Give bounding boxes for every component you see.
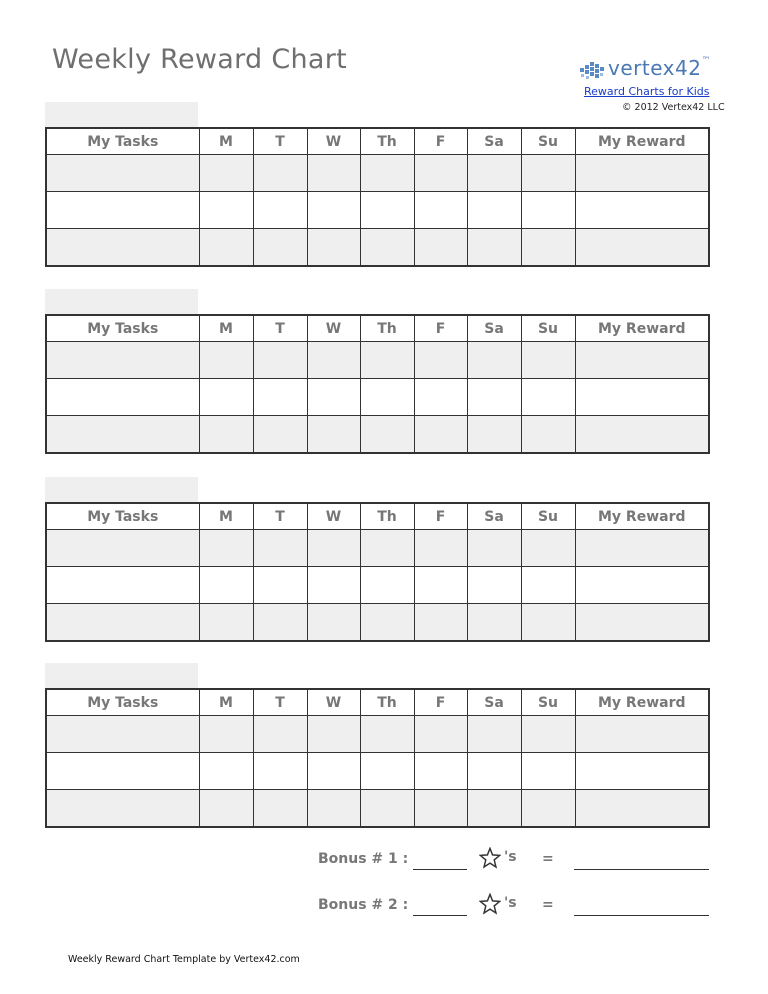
day-cell[interactable] [467, 604, 521, 642]
reward-chart-table [45, 688, 710, 828]
day-cell[interactable] [467, 530, 521, 567]
day-cell[interactable] [521, 753, 575, 790]
day-cell[interactable] [360, 229, 414, 267]
bonus-label: Bonus # 1 : [318, 851, 409, 867]
day-cell[interactable] [414, 192, 467, 229]
header-day: Su [521, 128, 575, 155]
bonus-reward-field[interactable] [574, 915, 709, 916]
day-cell[interactable] [307, 753, 360, 790]
reward-chart-table [45, 314, 710, 454]
day-cell[interactable] [199, 416, 253, 454]
header-day: Sa [467, 128, 521, 155]
reward-cell[interactable] [575, 342, 709, 379]
day-cell[interactable] [467, 753, 521, 790]
header-row [46, 128, 709, 155]
day-cell[interactable] [307, 567, 360, 604]
header-row [46, 503, 709, 530]
task-cell[interactable] [46, 155, 199, 192]
day-cell[interactable] [360, 416, 414, 454]
day-cell[interactable] [467, 716, 521, 753]
task-cell[interactable] [46, 379, 199, 416]
header-day: Su [521, 689, 575, 716]
task-cell[interactable] [46, 342, 199, 379]
header-reward: My Reward [575, 503, 709, 530]
week-label-field[interactable] [45, 102, 198, 127]
day-cell[interactable] [307, 790, 360, 828]
day-cell[interactable] [414, 790, 467, 828]
day-cell[interactable] [467, 192, 521, 229]
reward-chart-table [45, 502, 710, 642]
star-icon [479, 847, 501, 869]
day-cell[interactable] [199, 530, 253, 567]
header-day: T [253, 315, 307, 342]
reward-cell[interactable] [575, 567, 709, 604]
bonus-equals: = [542, 851, 554, 867]
day-cell[interactable] [253, 192, 307, 229]
day-cell[interactable] [199, 716, 253, 753]
header-tasks: My Tasks [46, 503, 199, 530]
day-cell[interactable] [414, 342, 467, 379]
day-cell[interactable] [467, 155, 521, 192]
day-cell[interactable] [199, 604, 253, 642]
day-cell[interactable] [199, 567, 253, 604]
day-cell[interactable] [467, 416, 521, 454]
star-icon [479, 893, 501, 915]
header-tasks: My Tasks [46, 689, 199, 716]
day-cell[interactable] [307, 155, 360, 192]
day-cell[interactable] [521, 567, 575, 604]
table-row [46, 530, 709, 567]
day-cell[interactable] [360, 192, 414, 229]
day-cell[interactable] [199, 753, 253, 790]
header-day: Su [521, 315, 575, 342]
day-cell[interactable] [307, 229, 360, 267]
day-cell[interactable] [199, 155, 253, 192]
reward-cell[interactable] [575, 416, 709, 454]
day-cell[interactable] [414, 379, 467, 416]
header-row [46, 315, 709, 342]
task-cell[interactable] [46, 416, 199, 454]
reward-cell[interactable] [575, 192, 709, 229]
day-cell[interactable] [414, 716, 467, 753]
bonus-row-2 [0, 893, 768, 923]
day-cell[interactable] [199, 790, 253, 828]
header-day: T [253, 689, 307, 716]
header-day: F [414, 689, 467, 716]
day-cell[interactable] [307, 416, 360, 454]
day-cell[interactable] [360, 567, 414, 604]
header-day: Th [360, 128, 414, 155]
day-cell[interactable] [360, 716, 414, 753]
vertex42-logo[interactable] [578, 56, 725, 116]
header-reward: My Reward [575, 128, 709, 155]
day-cell[interactable] [467, 229, 521, 267]
week-label-field[interactable] [45, 289, 198, 314]
day-cell[interactable] [253, 416, 307, 454]
reward-cell[interactable] [575, 229, 709, 267]
reward-cell[interactable] [575, 379, 709, 416]
day-cell[interactable] [307, 192, 360, 229]
task-cell[interactable] [46, 229, 199, 267]
day-cell[interactable] [467, 567, 521, 604]
task-cell[interactable] [46, 790, 199, 828]
week-label-field[interactable] [45, 663, 198, 688]
day-cell[interactable] [467, 379, 521, 416]
day-cell[interactable] [253, 716, 307, 753]
header-day: F [414, 315, 467, 342]
day-cell[interactable] [307, 530, 360, 567]
day-cell[interactable] [253, 567, 307, 604]
day-cell[interactable] [467, 342, 521, 379]
task-cell[interactable] [46, 530, 199, 567]
table-row [46, 716, 709, 753]
header-tasks: My Tasks [46, 315, 199, 342]
day-cell[interactable] [253, 753, 307, 790]
day-cell[interactable] [307, 342, 360, 379]
day-cell[interactable] [253, 155, 307, 192]
table-row [46, 753, 709, 790]
header-day: Th [360, 689, 414, 716]
bonus-star-suffix: 's [504, 849, 517, 865]
day-cell[interactable] [521, 342, 575, 379]
day-cell[interactable] [253, 604, 307, 642]
day-cell[interactable] [360, 155, 414, 192]
vertex42-logo-icon [578, 58, 606, 82]
bonus-row-1 [0, 847, 768, 877]
day-cell[interactable] [307, 379, 360, 416]
day-cell[interactable] [521, 604, 575, 642]
header-reward: My Reward [575, 689, 709, 716]
day-cell[interactable] [521, 379, 575, 416]
day-cell[interactable] [253, 342, 307, 379]
day-cell[interactable] [521, 416, 575, 454]
day-cell[interactable] [199, 192, 253, 229]
vertex42-brand: vertex42™ [608, 56, 711, 80]
table-row [46, 155, 709, 192]
day-cell[interactable] [253, 229, 307, 267]
day-cell[interactable] [360, 753, 414, 790]
day-cell[interactable] [521, 192, 575, 229]
header-tasks: My Tasks [46, 128, 199, 155]
reward-cell[interactable] [575, 753, 709, 790]
table-row [46, 192, 709, 229]
table-row [46, 567, 709, 604]
bonus-star-suffix: 's [504, 895, 517, 911]
day-cell[interactable] [414, 753, 467, 790]
header-day: W [307, 315, 360, 342]
table-row [46, 416, 709, 454]
page-title: Weekly Reward Chart [52, 44, 348, 75]
header-day: M [199, 315, 253, 342]
table-row [46, 379, 709, 416]
week-label-field[interactable] [45, 477, 198, 502]
day-cell[interactable] [414, 604, 467, 642]
day-cell[interactable] [414, 416, 467, 454]
day-cell[interactable] [360, 530, 414, 567]
day-cell[interactable] [414, 155, 467, 192]
reward-cell[interactable] [575, 530, 709, 567]
task-cell[interactable] [46, 753, 199, 790]
header-day: M [199, 689, 253, 716]
day-cell[interactable] [199, 229, 253, 267]
day-cell[interactable] [414, 530, 467, 567]
day-cell[interactable] [521, 155, 575, 192]
day-cell[interactable] [307, 716, 360, 753]
day-cell[interactable] [360, 790, 414, 828]
task-cell[interactable] [46, 604, 199, 642]
table-row [46, 229, 709, 267]
reward-cell[interactable] [575, 716, 709, 753]
table-row [46, 342, 709, 379]
header-day: M [199, 503, 253, 530]
bonus-count-field[interactable] [413, 915, 467, 916]
header-day: Sa [467, 503, 521, 530]
header-day: F [414, 128, 467, 155]
header-day: W [307, 689, 360, 716]
day-cell[interactable] [521, 530, 575, 567]
day-cell[interactable] [467, 790, 521, 828]
header-day: W [307, 128, 360, 155]
day-cell[interactable] [307, 604, 360, 642]
header-day: M [199, 128, 253, 155]
header-reward: My Reward [575, 315, 709, 342]
task-cell[interactable] [46, 716, 199, 753]
day-cell[interactable] [521, 790, 575, 828]
header-day: Th [360, 503, 414, 530]
day-cell[interactable] [360, 342, 414, 379]
task-cell[interactable] [46, 567, 199, 604]
day-cell[interactable] [253, 790, 307, 828]
footer-credit: Weekly Reward Chart Template by Vertex42.com [68, 954, 300, 965]
table-row [46, 790, 709, 828]
header-row [46, 689, 709, 716]
header-day: Th [360, 315, 414, 342]
bonus-count-field[interactable] [413, 869, 467, 870]
copyright-text: © 2012 Vertex42 LLC [622, 102, 725, 113]
header-day: Sa [467, 689, 521, 716]
bonus-equals: = [542, 897, 554, 913]
header-day: W [307, 503, 360, 530]
day-cell[interactable] [414, 229, 467, 267]
day-cell[interactable] [253, 530, 307, 567]
day-cell[interactable] [199, 342, 253, 379]
day-cell[interactable] [360, 379, 414, 416]
reward-charts-link[interactable]: Reward Charts for Kids [584, 85, 710, 98]
reward-chart-table [45, 127, 710, 267]
header-day: Sa [467, 315, 521, 342]
reward-cell[interactable] [575, 604, 709, 642]
day-cell[interactable] [414, 567, 467, 604]
day-cell[interactable] [253, 379, 307, 416]
bonus-reward-field[interactable] [574, 869, 709, 870]
header-day: F [414, 503, 467, 530]
day-cell[interactable] [199, 379, 253, 416]
table-row [46, 604, 709, 642]
day-cell[interactable] [521, 229, 575, 267]
header-day: T [253, 128, 307, 155]
reward-cell[interactable] [575, 790, 709, 828]
header-day: Su [521, 503, 575, 530]
task-cell[interactable] [46, 192, 199, 229]
bonus-label: Bonus # 2 : [318, 897, 409, 913]
reward-cell[interactable] [575, 155, 709, 192]
day-cell[interactable] [360, 604, 414, 642]
header-day: T [253, 503, 307, 530]
day-cell[interactable] [521, 716, 575, 753]
